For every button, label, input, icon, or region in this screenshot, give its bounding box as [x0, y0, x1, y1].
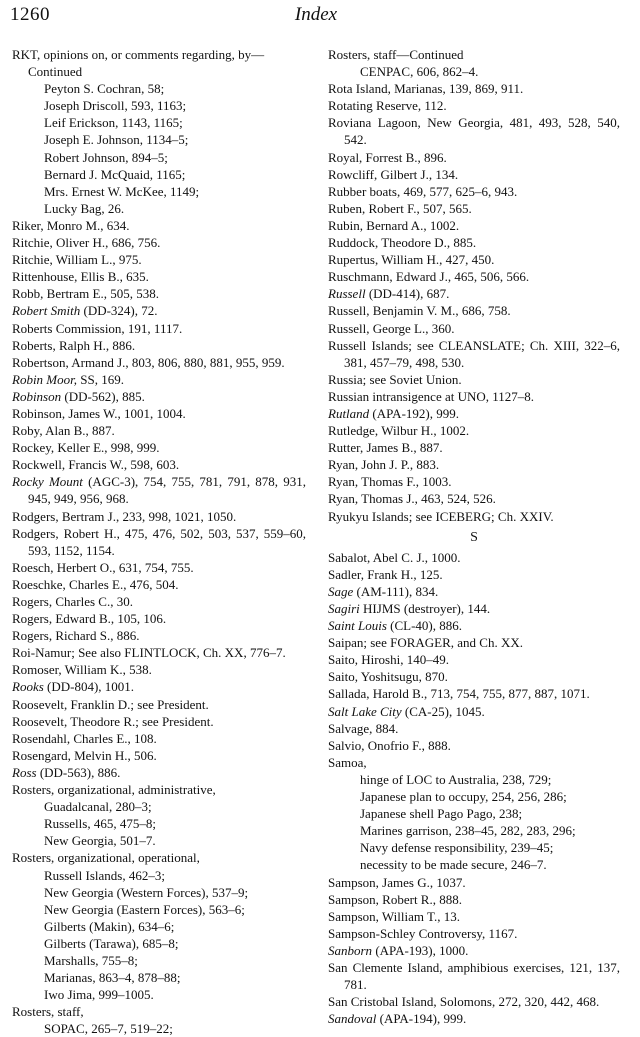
entry-text: Saito, Hiroshi, 140–49.: [328, 652, 449, 668]
italic-title: Rooks: [12, 679, 44, 695]
index-entry: [12, 713, 306, 730]
entry-text: Russell, Benjamin V. M., 686, 758.: [328, 303, 511, 319]
index-entry: [12, 371, 306, 388]
index-entry: [12, 644, 306, 661]
entry-text: Peyton S. Cochran, 58;: [44, 81, 165, 97]
entry-text: Ryan, Thomas J., 463, 524, 526.: [328, 491, 496, 507]
index-subentry: [12, 183, 306, 200]
italic-title: Robinson: [12, 388, 62, 404]
entry-text: Rota Island, Marianas, 139, 869, 911.: [328, 81, 524, 97]
entry-text: Saipan; see FORAGER, and Ch. XX.: [328, 635, 523, 651]
index-entry: [328, 200, 620, 217]
entry-text: Robertson, Armand J., 803, 806, 880, 881, 955, 959.: [12, 354, 285, 370]
index-subentry: [12, 200, 306, 217]
entry-text: hinge of LOC to Australia, 238, 729;: [360, 771, 552, 787]
entry-text: Roviana Lagoon, New Georgia, 481, 493, 528, 540, 542.: [328, 115, 620, 148]
index-entry: [328, 908, 620, 925]
index-subentry: [328, 839, 620, 856]
index-entry: [12, 576, 306, 593]
entry-text: Russell, George L., 360.: [328, 320, 455, 336]
index-subentry: [328, 856, 620, 873]
index-entry: [12, 525, 306, 559]
entry-text: Rittenhouse, Ellis B., 635.: [12, 269, 149, 285]
index-entry: [12, 422, 306, 439]
index-subentry: [12, 832, 306, 849]
entry-text: Marianas, 863–4, 878–88;: [44, 970, 181, 986]
entry-text: (CA-25), 1045.: [401, 703, 485, 719]
index-entry: [12, 302, 306, 319]
entry-text: S: [470, 529, 478, 545]
index-entry: [328, 668, 620, 685]
index-subentry: [328, 822, 620, 839]
index-entry: [328, 285, 620, 302]
italic-title: Salt Lake City: [328, 703, 402, 719]
entry-text: Sallada, Harold B., 713, 754, 755, 877, 887, 1071.: [328, 686, 590, 702]
index-entry: [328, 617, 620, 634]
italic-title: Sage: [328, 583, 354, 599]
page-number: 1260: [10, 4, 50, 25]
index-entry: [328, 439, 620, 456]
entry-text: Ritchie, Oliver H., 686, 756.: [12, 235, 161, 251]
index-entry: [328, 490, 620, 507]
entry-text: Ryukyu Islands; see ICEBERG; Ch. XXIV.: [328, 508, 554, 524]
entry-text: Russells, 465, 475–8;: [44, 816, 156, 832]
entry-text: Rubin, Bernard A., 1002.: [328, 217, 460, 233]
entry-text: Rutter, James B., 887.: [328, 440, 443, 456]
entry-text: Sadler, Frank H., 125.: [328, 566, 443, 582]
entry-text: Salvio, Onofrio F., 888.: [328, 737, 451, 753]
entry-text: Saito, Yoshitsugu, 870.: [328, 669, 448, 685]
index-entry: [12, 764, 306, 781]
entry-text: Joseph Driscoll, 593, 1163;: [44, 98, 187, 114]
index-subentry: [12, 1020, 306, 1037]
entry-text: Robb, Bertram E., 505, 538.: [12, 286, 159, 302]
entry-text: Guadalcanal, 280–3;: [44, 799, 152, 815]
italic-title: Ross: [12, 764, 37, 780]
index-entry: [328, 405, 620, 422]
entry-text: Riker, Monro M., 634.: [12, 217, 130, 233]
entry-text: (AGC-3), 754, 755, 781, 791, 878, 931, 945, 949, 956, 968.: [28, 474, 306, 507]
entry-text: Japanese plan to occupy, 254, 256, 286;: [360, 789, 567, 805]
index-entry: [328, 549, 620, 566]
index-subentry: [12, 114, 306, 131]
entry-text: (DD-324), 72.: [80, 303, 158, 319]
entry-text: Lucky Bag, 26.: [44, 200, 125, 216]
entry-text: Joseph E. Johnson, 1134–5;: [44, 132, 189, 148]
entry-text: Leif Erickson, 1143, 1165;: [44, 115, 183, 131]
entry-text: Roosevelt, Theodore R.; see President.: [12, 713, 214, 729]
entry-text: (DD-563), 886.: [36, 764, 121, 780]
entry-text: New Georgia (Western Forces), 537–9;: [44, 884, 249, 900]
entry-text: Sampson, Robert R., 888.: [328, 891, 462, 907]
index-entry: [12, 849, 306, 866]
index-entry: [328, 891, 620, 908]
index-subentry: [328, 788, 620, 805]
entry-text: Roesch, Herbert O., 631, 754, 755.: [12, 559, 194, 575]
index-entry: [328, 583, 620, 600]
entry-text: Sampson-Schley Controversy, 1167.: [328, 925, 518, 941]
entry-text: Roberts Commission, 191, 1117.: [12, 320, 183, 336]
index-entry: [12, 354, 306, 371]
entry-text: Sampson, James G., 1037.: [328, 874, 466, 890]
entry-text: Rowcliff, Gilbert J., 134.: [328, 166, 459, 182]
entry-text: SS, 169.: [77, 371, 124, 387]
entry-text: Rosters, organizational, operational,: [12, 850, 200, 866]
entry-text: Russell Islands; see CLEANSLATE; Ch. XIII, 322–6, 381, 457–79, 498, 530.: [328, 337, 620, 370]
index-entry: [12, 268, 306, 285]
index-subentry: [12, 63, 306, 80]
entry-text: Gilberts (Makin), 634–6;: [44, 918, 175, 934]
entry-text: (CL-40), 886.: [386, 618, 462, 634]
index-entry: [12, 593, 306, 610]
entry-text: Sampson, William T., 13.: [328, 908, 461, 924]
index-subentry: [12, 166, 306, 183]
entry-text: necessity to be made secure, 246–7.: [360, 857, 547, 873]
index-entry: [12, 388, 306, 405]
entry-text: Rosendahl, Charles E., 108.: [12, 730, 157, 746]
index-entry: [328, 1010, 620, 1027]
entry-text: (AM-111), 834.: [353, 583, 439, 599]
index-entry: [12, 217, 306, 234]
entry-text: Iwo Jima, 999–1005.: [44, 987, 154, 1003]
index-entry: [328, 566, 620, 583]
index-entry: [328, 80, 620, 97]
section-letter: [328, 529, 620, 546]
entry-text: Ruddock, Theodore D., 885.: [328, 235, 477, 251]
index-entry: [328, 183, 620, 200]
index-entry: [328, 754, 620, 771]
entry-text: Robert Johnson, 894–5;: [44, 149, 168, 165]
index-entry: [328, 993, 620, 1010]
entry-text: Ruben, Robert F., 507, 565.: [328, 200, 472, 216]
index-entry: [328, 217, 620, 234]
entry-text: Rosters, staff,: [12, 1004, 84, 1020]
entry-text: Sabalot, Abel C. J., 1000.: [328, 549, 461, 565]
entry-text: Japanese shell Pago Pago, 238;: [360, 806, 523, 822]
index-entry: [328, 473, 620, 490]
entry-text: RKT, opinions on, or comments regarding, by—: [12, 47, 265, 62]
entry-text: Mrs. Ernest W. McKee, 1149;: [44, 183, 200, 199]
italic-title: Sagiri: [328, 601, 360, 616]
entry-text: Roberts, Ralph H., 886.: [12, 337, 136, 353]
italic-title: Rutland: [328, 405, 370, 421]
italic-title: Russell: [328, 286, 366, 302]
index-entry: [12, 661, 306, 678]
index-entry: [328, 302, 620, 319]
entry-text: Ryan, John J. P., 883.: [328, 457, 440, 473]
index-entry: [12, 678, 306, 695]
index-subentry: [328, 771, 620, 788]
italic-title: Robert Smith: [12, 303, 81, 319]
entry-text: Royal, Forrest B., 896.: [328, 149, 447, 165]
index-subentry: [12, 867, 306, 884]
index-entry: [328, 166, 620, 183]
index-entry: [12, 337, 306, 354]
index-column-left: [12, 46, 306, 1037]
italic-title: Saint Louis: [328, 618, 387, 634]
index-entry: [12, 46, 306, 63]
entry-text: (APA-193), 1000.: [372, 942, 469, 958]
index-subentry: [12, 97, 306, 114]
italic-title: Robin Moor,: [12, 371, 77, 387]
entry-text: Rockwell, Francis W., 598, 603.: [12, 457, 180, 473]
index-entry: [12, 251, 306, 268]
index-entry: [328, 234, 620, 251]
entry-text: Robinson, James W., 1001, 1004.: [12, 405, 186, 421]
index-entry: [12, 473, 306, 507]
entry-text: New Georgia, 501–7.: [44, 833, 156, 849]
entry-text: Romoser, William K., 538.: [12, 662, 152, 678]
entry-text: New Georgia (Eastern Forces), 563–6;: [44, 901, 245, 917]
entry-text: Rodgers, Bertram J., 233, 998, 1021, 1050.: [12, 508, 237, 524]
entry-text: Ruschmann, Edward J., 465, 506, 566.: [328, 269, 530, 285]
index-entry: [328, 737, 620, 754]
entry-text: Rockey, Keller E., 998, 999.: [12, 440, 160, 456]
index-subentry: [12, 935, 306, 952]
entry-text: Rogers, Charles C., 30.: [12, 594, 133, 609]
index-entry: [12, 285, 306, 302]
entry-text: CENPAC, 606, 862–4.: [360, 64, 479, 80]
index-entry: [12, 234, 306, 251]
index-entry: [328, 371, 620, 388]
index-entry: [328, 320, 620, 337]
entry-text: Bernard J. McQuaid, 1165;: [44, 166, 186, 182]
index-entry: [12, 747, 306, 764]
entry-text: Navy defense responsibility, 239–45;: [360, 840, 554, 856]
index-entry: [328, 634, 620, 651]
entry-text: Salvage, 884.: [328, 720, 399, 736]
entry-text: Roi-Namur; See also FLINTLOCK, Ch. XX, 776–7.: [12, 645, 286, 661]
index-subentry: [12, 952, 306, 969]
index-entry: [328, 251, 620, 268]
index-subentry: [12, 901, 306, 918]
index-entry: [328, 268, 620, 285]
index-entry: [328, 46, 620, 63]
index-entry: [12, 610, 306, 627]
entry-text: Rogers, Richard S., 886.: [12, 628, 140, 644]
index-subentry: [12, 798, 306, 815]
entry-text: Ritchie, William L., 975.: [12, 252, 142, 268]
entry-text: Rubber boats, 469, 577, 625–6, 943.: [328, 183, 518, 199]
entry-text: (DD-804), 1001.: [43, 679, 135, 695]
index-entry: [12, 1003, 306, 1020]
index-subentry: [12, 80, 306, 97]
entry-text: SOPAC, 265–7, 519–22;: [44, 1021, 173, 1037]
index-entry: [328, 600, 620, 617]
entry-text: San Cristobal Island, Solomons, 272, 320, 442, 468.: [328, 994, 600, 1010]
index-entry: [328, 456, 620, 473]
italic-title: Sanborn: [328, 942, 373, 958]
index-entry: [12, 439, 306, 456]
entry-text: Rodgers, Robert H., 475, 476, 502, 503, 537, 559–60, 593, 1152, 1154.: [12, 525, 306, 558]
entry-text: Marines garrison, 238–45, 282, 283, 296;: [360, 823, 576, 839]
entry-text: HIJMS (destroyer), 144.: [359, 601, 491, 616]
entry-text: (DD-562), 885.: [61, 388, 145, 404]
index-entry: [328, 685, 620, 702]
index-entry: [328, 97, 620, 114]
italic-title: Rocky Mount: [12, 474, 83, 490]
index-entry: [12, 559, 306, 576]
italic-title: Sandoval: [328, 1011, 377, 1027]
page-header: [10, 4, 622, 30]
index-subentry: [12, 918, 306, 935]
entry-text: Rupertus, William H., 427, 450.: [328, 252, 495, 268]
index-entry: [328, 508, 620, 525]
index-entry: [328, 422, 620, 439]
entry-text: Marshalls, 755–8;: [44, 952, 138, 968]
index-entry: [12, 730, 306, 747]
index-subentry: [12, 149, 306, 166]
index-entry: [12, 320, 306, 337]
entry-text: Roby, Alan B., 887.: [12, 423, 115, 439]
index-subentry: [328, 805, 620, 822]
index-entry: [328, 720, 620, 737]
index-subentry: [12, 884, 306, 901]
entry-text: Rosters, staff—Continued: [328, 47, 464, 62]
entry-text: Russian intransigence at UNO, 1127–8.: [328, 388, 535, 404]
index-subentry: [12, 969, 306, 986]
entry-text: Roeschke, Charles E., 476, 504.: [12, 576, 179, 592]
index-entry: [12, 627, 306, 644]
index-entry: [328, 942, 620, 959]
index-column-right: [328, 46, 620, 1027]
index-entry: [328, 114, 620, 148]
index-entry: [328, 925, 620, 942]
index-entry: [12, 405, 306, 422]
entry-text: (DD-414), 687.: [365, 286, 450, 302]
entry-text: Gilberts (Tarawa), 685–8;: [44, 935, 179, 951]
entry-text: (APA-192), 999.: [369, 405, 459, 421]
entry-text: Rosengard, Melvin H., 506.: [12, 747, 157, 763]
entry-text: San Clemente Island, amphibious exercises, 121, 137, 781.: [328, 959, 620, 993]
entry-text: Continued: [28, 64, 83, 80]
entry-text: Ryan, Thomas F., 1003.: [328, 474, 452, 490]
index-entry: [328, 703, 620, 720]
entry-text: Roosevelt, Franklin D.; see President.: [12, 696, 209, 712]
index-subentry: [328, 63, 620, 80]
index-entry: [12, 456, 306, 473]
index-entry: [12, 781, 306, 798]
index-entry: [12, 696, 306, 713]
index-entry: [328, 149, 620, 166]
index-entry: [12, 508, 306, 525]
index-entry: [328, 337, 620, 371]
entry-text: (APA-194), 999.: [376, 1011, 467, 1027]
entry-text: Samoa,: [328, 754, 367, 770]
index-entry: [328, 874, 620, 891]
running-title: Index: [294, 4, 338, 25]
index-subentry: [12, 815, 306, 832]
index-entry: [328, 388, 620, 405]
entry-text: Rogers, Edward B., 105, 106.: [12, 611, 167, 627]
index-entry: [328, 651, 620, 668]
entry-text: Rutledge, Wilbur H., 1002.: [328, 423, 470, 439]
entry-text: Russell Islands, 462–3;: [44, 867, 165, 883]
index-entry: [328, 959, 620, 993]
entry-text: Rotating Reserve, 112.: [328, 98, 447, 114]
index-subentry: [12, 986, 306, 1003]
index-subentry: [12, 131, 306, 148]
entry-text: Russia; see Soviet Union.: [328, 371, 462, 387]
entry-text: Rosters, organizational, administrative,: [12, 782, 216, 798]
